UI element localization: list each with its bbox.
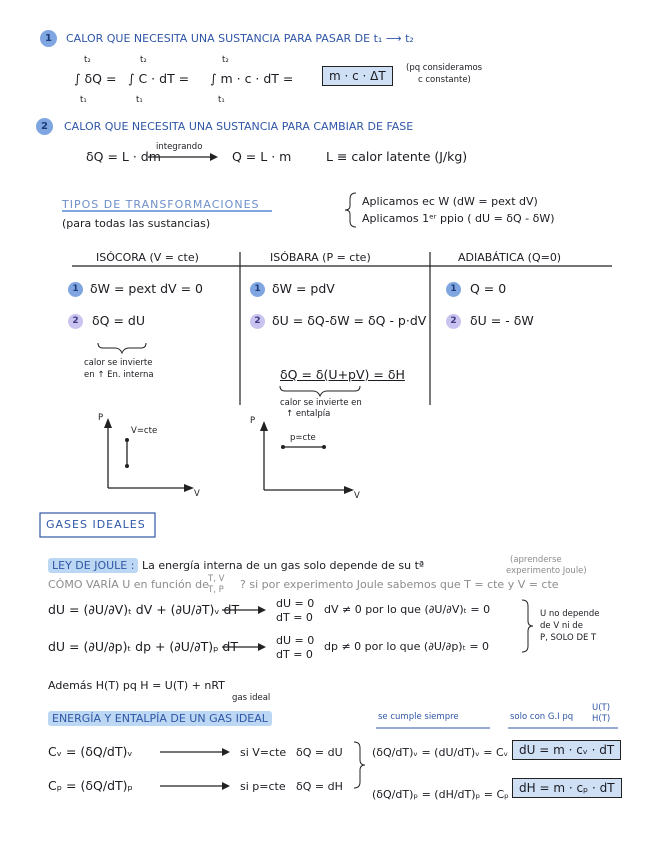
isobara-note-1: calor se invierte en (280, 398, 362, 408)
lim-lo-1: t₁ (80, 95, 87, 105)
isocora-line-2: δQ = dU (92, 313, 145, 328)
header-isobara: ISÓBARA (P = cte) (270, 251, 371, 264)
isocora-note-2: en ↑ En. interna (84, 370, 154, 380)
du-result-box: dU = m · cᵥ · dT (512, 740, 621, 760)
isocora-num-2: 2 (68, 314, 83, 329)
integrando-label: integrando (156, 142, 203, 152)
section-1-int3: ∫ m · c · dT = (210, 71, 294, 86)
section-2-eq1: δQ = L · dm (86, 149, 161, 164)
cp-def: Cₚ = (δQ/dT)ₚ (48, 778, 133, 793)
lim-hi-3: t₂ (222, 55, 229, 65)
section-1-note-2: c constante) (418, 75, 471, 85)
isobara-note-2: ↑ entalpía (286, 409, 331, 419)
du1-res-3: dV ≠ 0 por lo que (∂U/∂V)ₜ = 0 (324, 603, 491, 616)
energia-title-wrap (48, 713, 272, 724)
isobara-line-label: p=cte (290, 433, 316, 443)
adiabatica-line-1: Q = 0 (470, 281, 507, 296)
lim-lo-2: t₁ (136, 95, 143, 105)
adiabatica-line-2: δU = - δW (470, 313, 534, 328)
section-1-result-box: m · c · ΔT (322, 66, 393, 86)
section-2-eq2: Q = L · m (232, 149, 292, 164)
isobara-num-1: 1 (250, 282, 265, 297)
solo-h: H(T) (592, 714, 611, 724)
solo-con-gi: solo con G.I pq (510, 712, 574, 722)
tipos-title: TIPOS DE TRANSFORMACIONES (62, 198, 260, 211)
isocora-line-label: V=cte (131, 426, 158, 436)
joule-aside-2: experimento Joule) (506, 566, 587, 576)
du1-res-2: dT = 0 (276, 611, 313, 624)
section-2-eq3: L ≡ calor latente (J/kg) (326, 149, 468, 164)
rules-brace (345, 193, 356, 227)
section-1-note-1: (pq consideramos (406, 63, 483, 73)
joule-text: La energía interna de un gas solo depende de su tª (141, 559, 425, 572)
isocora-line-1: δW = pext dV = 0 (90, 281, 203, 296)
joule-label: LEY DE JOULE : (48, 558, 138, 573)
joule-row (48, 560, 424, 571)
tipos-subtitle: (para todas las sustancias) (62, 217, 211, 230)
tipos-rule-2: Aplicamos 1ᵉʳ ppio ( dU = δQ - δW) (362, 212, 555, 225)
du1-res-1: dU = 0 (276, 597, 315, 610)
isobara-line-1: δW = pdV (272, 281, 335, 296)
como-line: CÓMO VARÍA U en función de (48, 578, 209, 591)
isobara-num-2: 2 (250, 314, 265, 329)
isocora-axis-p: P (98, 413, 104, 423)
tipos-rule-1: Aplicamos ec W (dW = pext dV) (362, 195, 538, 208)
du-eq-1: dU = (∂U/∂V)ₜ dV + (∂U/∂T)ᵥ dT (48, 602, 240, 617)
como-vars-1: T, V (208, 574, 225, 584)
du2-res-1: dU = 0 (276, 634, 315, 647)
du2-res-3: dp ≠ 0 por lo que (∂U/∂p)ₜ = 0 (324, 640, 490, 653)
section-1-int1: ∫ δQ = (74, 71, 117, 86)
isobara-axis-p: P (250, 416, 256, 426)
cv-res: δQ = dU (296, 746, 343, 759)
conclusion-1: U no depende (540, 609, 600, 619)
joule-aside-1: (aprenderse (510, 555, 562, 565)
section-2-number: 2 (36, 118, 53, 135)
se-cumple-siempre: se cumple siempre (378, 712, 459, 722)
conclusion-3: P, SOLO DE T (540, 633, 597, 643)
section-1-title: CALOR QUE NECESITA UNA SUSTANCIA PARA PASAR DE t₁ ⟶ t₂ (66, 32, 414, 45)
conclusion-2: de V ni de (540, 621, 583, 631)
ademas-sub: gas ideal (232, 693, 271, 703)
section-2-title: CALOR QUE NECESITA UNA SUSTANCIA PARA CAMBIAR DE FASE (64, 120, 414, 133)
lim-hi-2: t₂ (140, 55, 147, 65)
isobara-line-2: δU = δQ-δW = δQ - p·dV (272, 313, 427, 328)
solo-u: U(T) (592, 703, 611, 713)
como-vars-2: T, P (208, 585, 224, 595)
section-1-number: 1 (40, 30, 57, 47)
energia-title: ENERGÍA Y ENTALPÍA DE UN GAS IDEAL (48, 711, 272, 726)
header-adiabatica: ADIABÁTICA (Q=0) (458, 251, 562, 264)
lim-hi-1: t₂ (84, 55, 91, 65)
header-isocora: ISÓCORA (V = cte) (96, 251, 199, 264)
cp-res: δQ = dH (296, 780, 343, 793)
isocora-axis-v: V (194, 489, 200, 499)
rel-1: (δQ/dT)ᵥ = (dU/dT)ᵥ = Cᵥ (372, 746, 509, 759)
isobara-line-3: δQ = δ(U+pV) = δH (280, 367, 405, 382)
lim-lo-3: t₁ (218, 95, 225, 105)
adiabatica-num-2: 2 (446, 314, 461, 329)
isocora-note-1: calor se invierte (84, 358, 153, 368)
rel-2: (δQ/dT)ₚ = (dH/dT)ₚ = Cₚ (372, 788, 509, 801)
isocora-num-1: 1 (68, 282, 83, 297)
section-1-int2: ∫ C · dT = (128, 71, 190, 86)
ademas-line: Además H(T) pq H = U(T) + nRT (48, 679, 225, 692)
du-eq-2: dU = (∂U/∂p)ₜ dp + (∂U/∂T)ₚ dT (48, 639, 239, 654)
isobara-underbrace (280, 386, 360, 396)
gases-title: GASES IDEALES (46, 518, 146, 531)
cp-if: si p=cte (240, 780, 286, 793)
adiabatica-num-1: 1 (446, 282, 461, 297)
isocora-underbrace (98, 343, 146, 353)
dh-result-box: dH = m · cₚ · dT (512, 778, 622, 798)
du2-res-2: dT = 0 (276, 648, 313, 661)
cv-def: Cᵥ = (δQ/dT)ᵥ (48, 744, 133, 759)
cv-if: si V=cte (240, 746, 287, 759)
isobara-axis-v: V (354, 491, 360, 501)
como-tail: ? si por experimento Joule sabemos que T = cte y V = cte (240, 578, 559, 591)
